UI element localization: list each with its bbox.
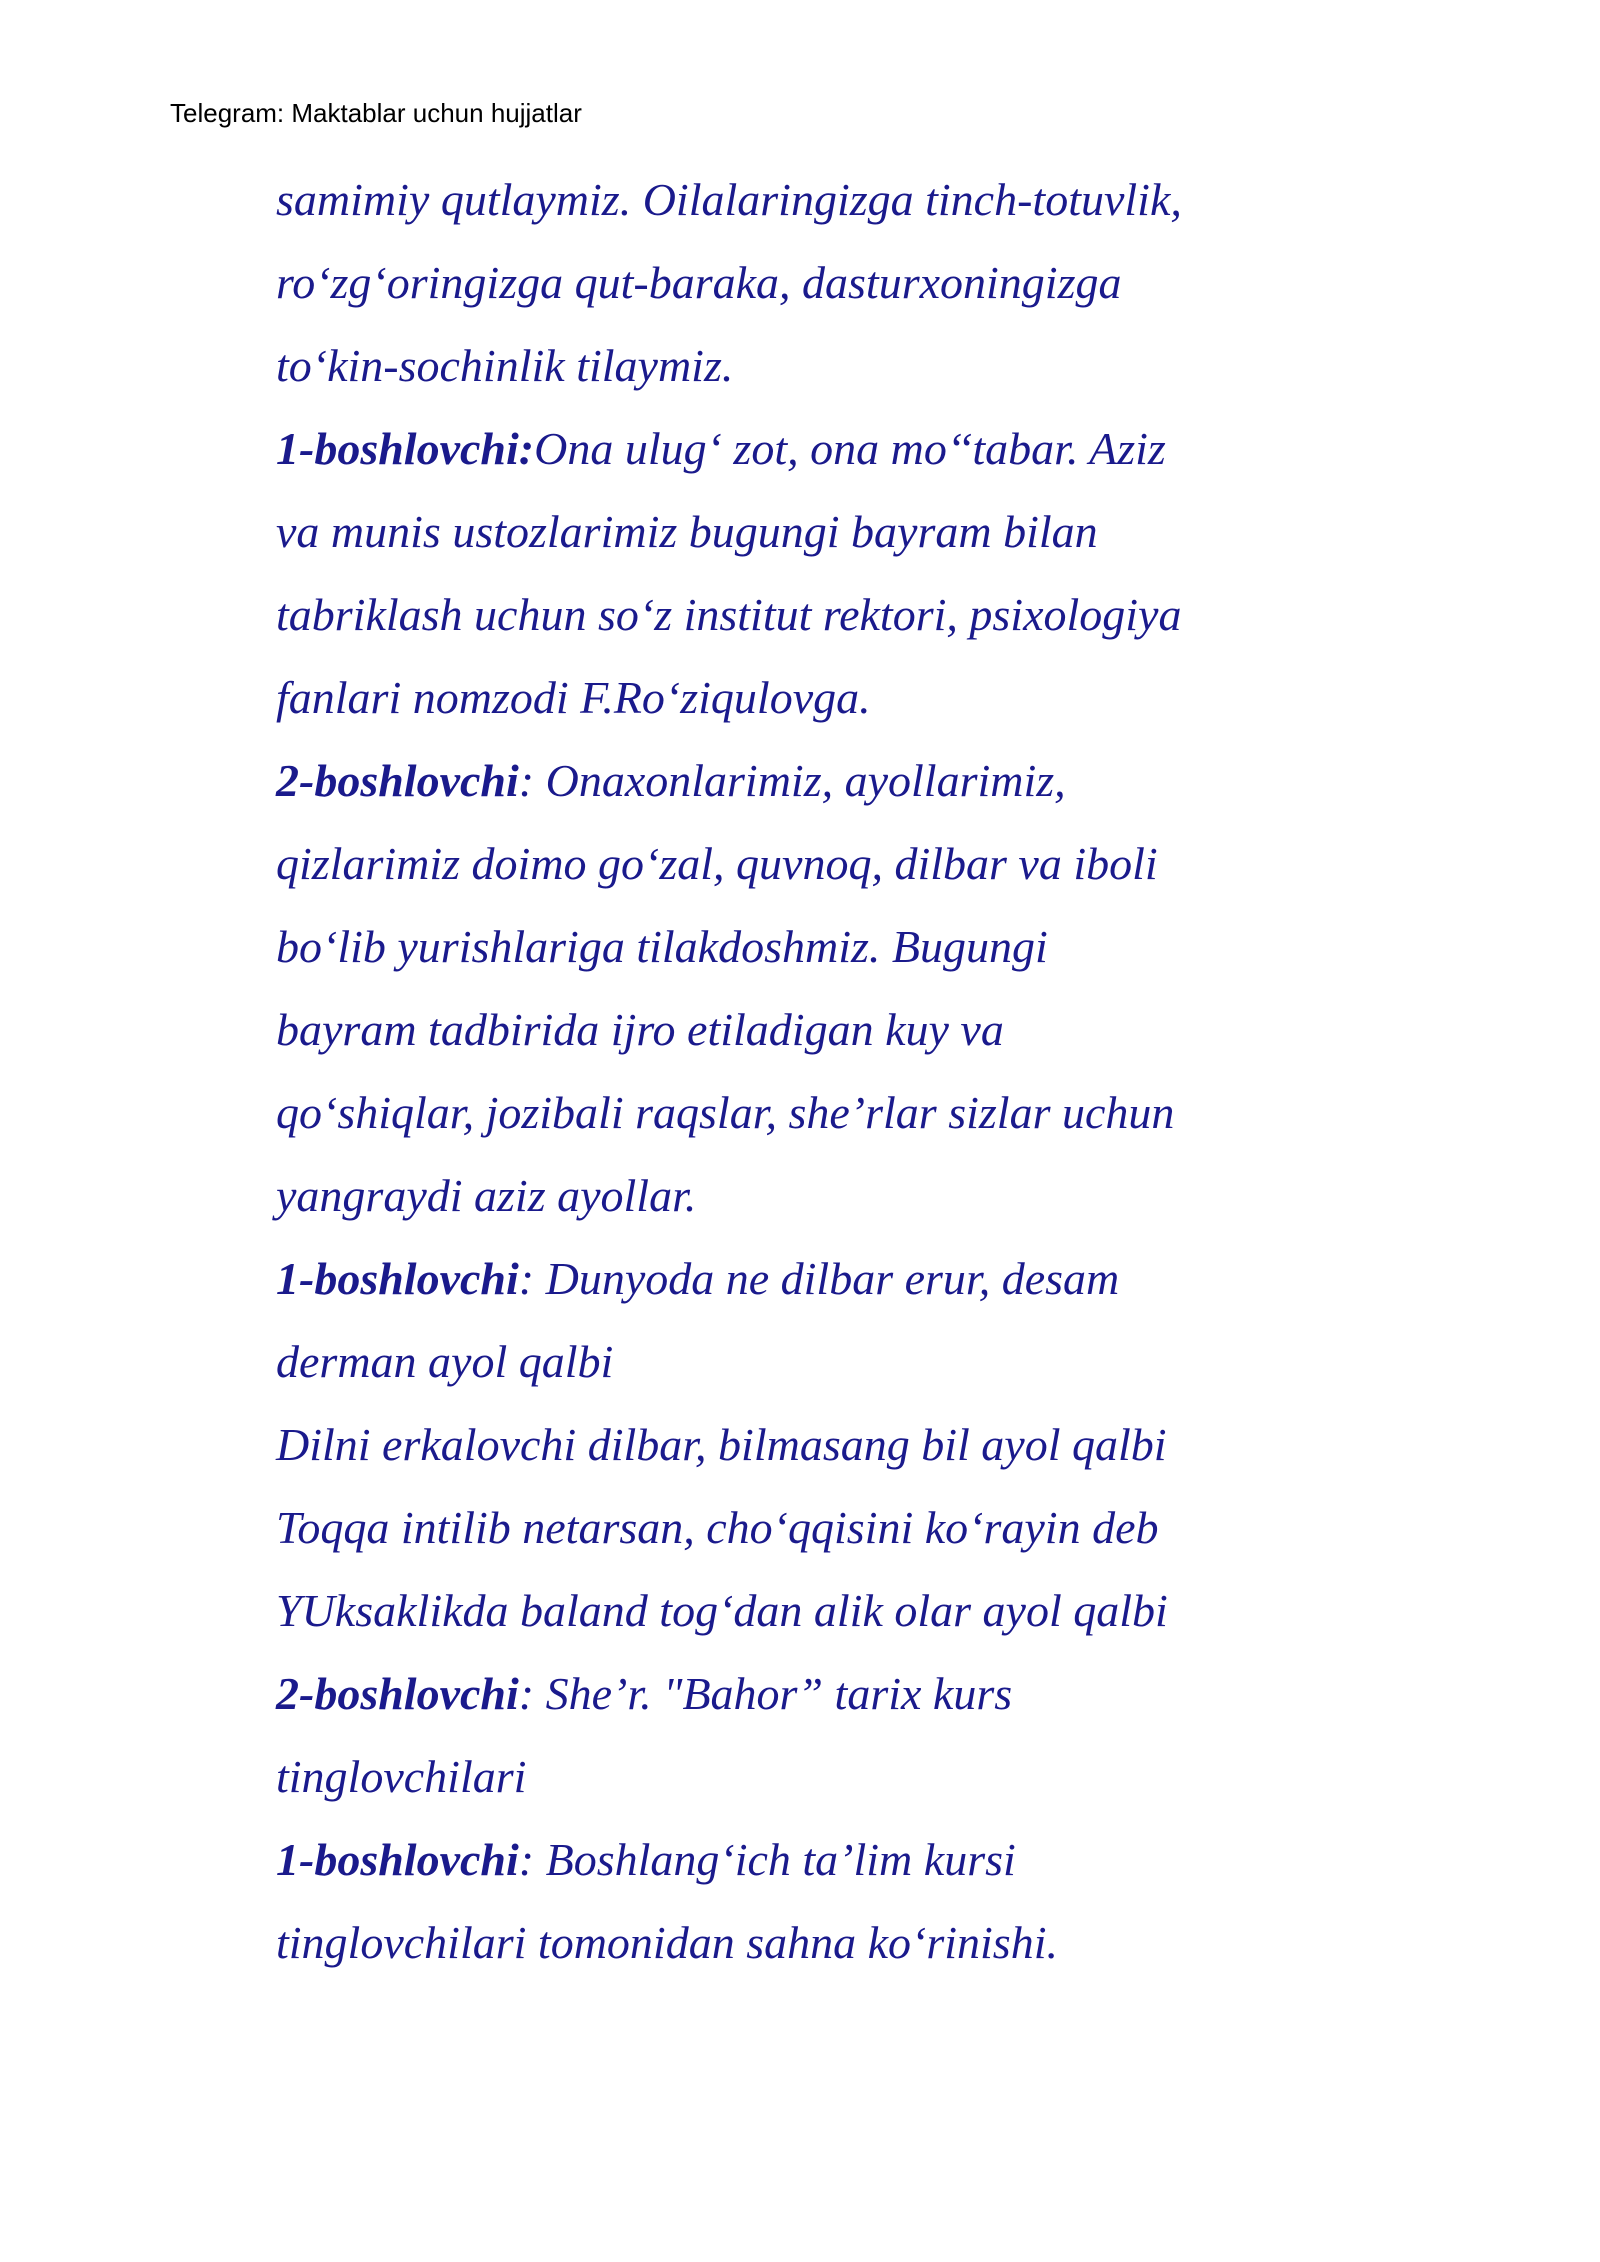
line-text: bayram tadbirida ijro etiladigan kuy va — [276, 1004, 1004, 1055]
text-line — [276, 324, 1376, 407]
line-text: Ona ulug‘ zot, ona mo‘‘tabar. Aziz — [534, 423, 1166, 474]
line-text: tabriklash uchun so‘z institut rektori, psixologiya — [276, 589, 1182, 640]
page-header: Telegram: Maktablar uchun hujjatlar — [170, 98, 582, 128]
speaker-label: 1-boshlovchi — [276, 1834, 519, 1885]
speaker-label: 1-boshlovchi — [276, 1253, 519, 1304]
text-line — [276, 656, 1376, 739]
text-line — [276, 1735, 1376, 1818]
text-line — [276, 1569, 1376, 1652]
line-text: fanlari nomzodi F.Ro‘ziqulovga. — [276, 672, 871, 723]
text-line — [276, 1154, 1376, 1237]
speaker-label: 2-boshlovchi — [276, 755, 519, 806]
line-text: tinglovchilari tomonidan sahna ko‘rinishi. — [276, 1917, 1058, 1968]
text-line — [276, 1818, 1376, 1901]
line-text: : Boshlang‘ich ta’lim kursi — [518, 1834, 1016, 1885]
line-text: ro‘zg‘oringizga qut-baraka, dasturxoningizga — [276, 257, 1122, 308]
text-line — [276, 1901, 1376, 1984]
text-line — [276, 905, 1376, 988]
text-line — [276, 407, 1376, 490]
text-line — [276, 1486, 1376, 1569]
line-text: qo‘shiqlar, jozibali raqslar, she’rlar sizlar uchun — [276, 1087, 1175, 1138]
line-text: Toqqa intilib netarsan, cho‘qqisini ko‘rayin deb — [276, 1502, 1159, 1553]
text-line — [276, 573, 1376, 656]
text-line — [276, 1403, 1376, 1486]
line-text: : Dunyoda ne dilbar erur, desam — [518, 1253, 1120, 1304]
text-line — [276, 1071, 1376, 1154]
text-line — [276, 490, 1376, 573]
text-line — [276, 739, 1376, 822]
text-line — [276, 241, 1376, 324]
line-text: qizlarimiz doimo go‘zal, quvnoq, dilbar va iboli — [276, 838, 1158, 889]
line-text: derman ayol qalbi — [276, 1336, 614, 1387]
line-text: bo‘lib yurishlariga tilakdoshmiz. Bugungi — [276, 921, 1048, 972]
line-text: samimiy qutlaymiz. Oilalaringizga tinch-totuvlik, — [276, 174, 1182, 225]
line-text: : Onaxonlarimiz, ayollarimiz, — [518, 755, 1066, 806]
line-text: yangraydi aziz ayollar. — [276, 1170, 697, 1221]
line-text: Dilni erkalovchi dilbar, bilmasang bil ayol qalbi — [276, 1419, 1167, 1470]
line-text: : She’r. "Bahor” tarix kurs — [518, 1668, 1013, 1719]
line-text: tinglovchilari — [276, 1751, 527, 1802]
text-line — [276, 1237, 1376, 1320]
speaker-label: 2-boshlovchi — [276, 1668, 519, 1719]
text-line — [276, 158, 1376, 241]
line-text: YUksaklikda baland tog‘dan alik olar ayol qalbi — [276, 1585, 1168, 1636]
speaker-label: 1-boshlovchi: — [276, 423, 535, 474]
line-text: va munis ustozlarimiz bugungi bayram bilan — [276, 506, 1098, 557]
document-body — [276, 158, 1376, 1984]
line-text: to‘kin-sochinlik tilaymiz. — [276, 340, 734, 391]
text-line — [276, 822, 1376, 905]
text-line — [276, 1652, 1376, 1735]
text-line — [276, 988, 1376, 1071]
text-line — [276, 1320, 1376, 1403]
